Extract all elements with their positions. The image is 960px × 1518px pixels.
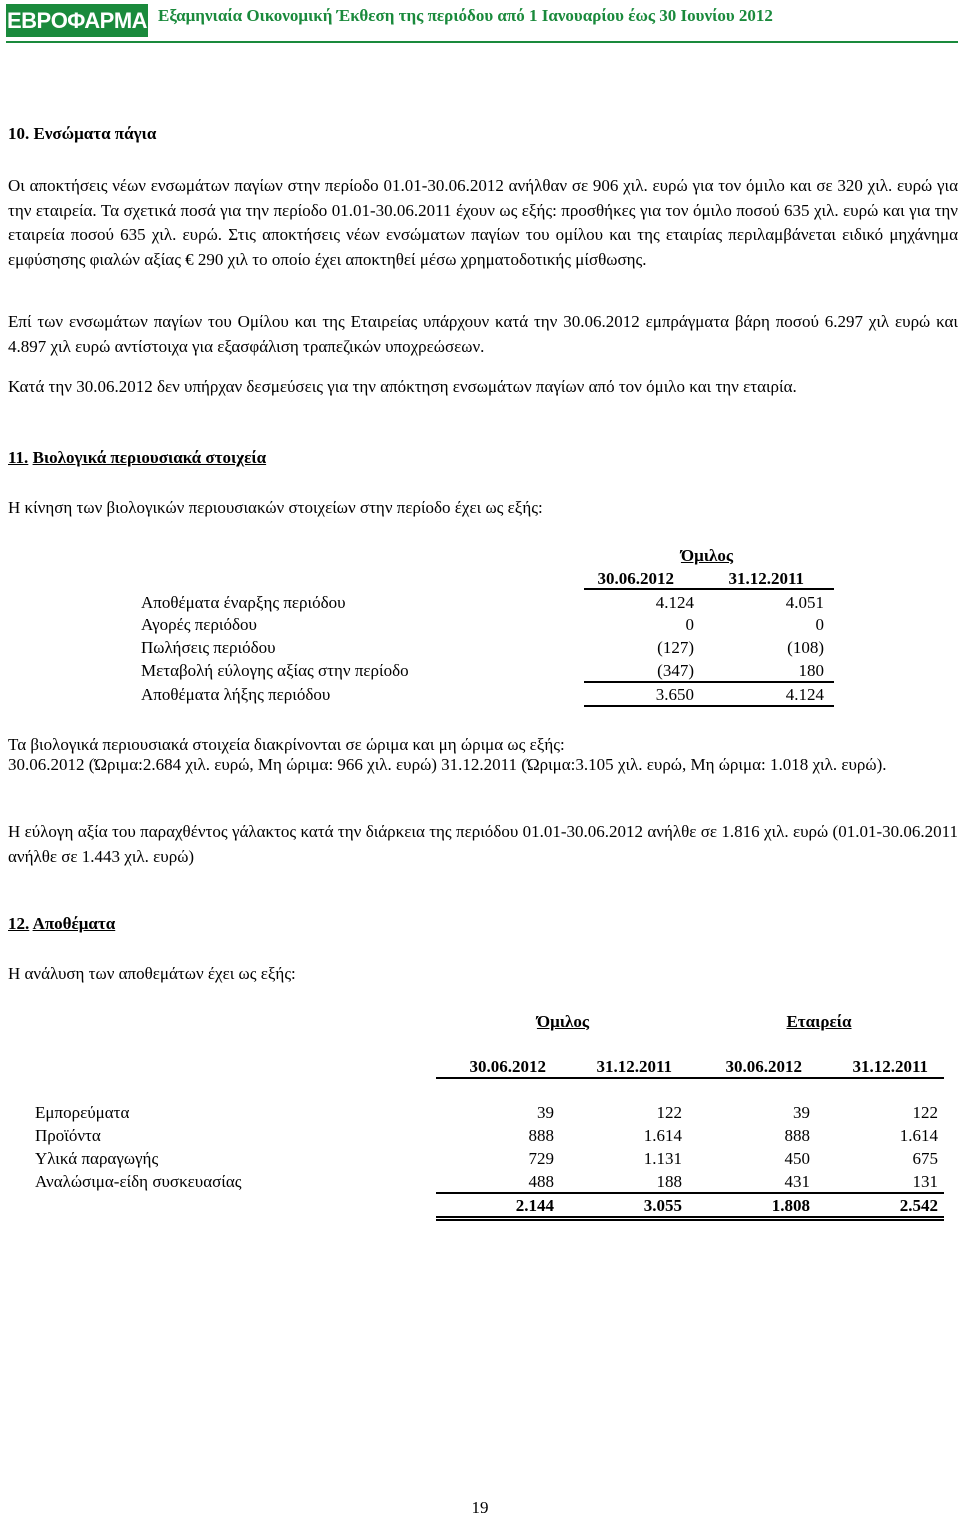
bio-row-value: (347) bbox=[657, 661, 694, 680]
inv-row-value: 39 bbox=[537, 1103, 554, 1122]
bio-row-value: 4.124 bbox=[785, 685, 824, 704]
bio-row-value: 0 bbox=[815, 615, 824, 634]
inv-group-2-header: Εταιρεία bbox=[786, 1012, 852, 1031]
bio-row-label: Μεταβολή εύλογης αξίας στην περίοδο bbox=[141, 661, 409, 680]
inv-row-value: 450 bbox=[784, 1149, 810, 1168]
inv-total-rule-2 bbox=[436, 1219, 944, 1221]
inv-row-value: 1.614 bbox=[899, 1126, 938, 1145]
inv-col-2: 31.12.2011 bbox=[596, 1057, 672, 1076]
inv-row-value: 488 bbox=[528, 1172, 554, 1191]
inv-col-3: 30.06.2012 bbox=[725, 1057, 802, 1076]
section-12-heading bbox=[8, 914, 115, 934]
bio-row-value: 4.051 bbox=[785, 593, 824, 612]
inv-col-1: 30.06.2012 bbox=[469, 1057, 546, 1076]
inv-row-value: 188 bbox=[656, 1172, 682, 1191]
bio-row-label: Αποθέματα έναρξης περιόδου bbox=[141, 593, 346, 612]
inv-col-4: 31.12.2011 bbox=[852, 1057, 928, 1076]
bio-header-rule bbox=[584, 588, 834, 590]
section-10-paragraph-2: Επί των ενσωμάτων παγίων του Ομίλου και της Εταιρείας υπάρχουν κατά την 30.06.2012 εμπράγματα βάρη ποσού 6.297 χιλ ευρώ και 4.897 χιλ ευρώ αντίστοιχα για εξασφάλιση τραπεζικών υποχρεώσεων. bbox=[8, 312, 958, 356]
bio-subtotal-rule bbox=[584, 681, 834, 683]
bio-row-value: 180 bbox=[798, 661, 824, 680]
inv-total-rule-1 bbox=[436, 1216, 944, 1218]
company-logo: ΕΒΡΟΦΑΡΜΑ bbox=[6, 4, 148, 37]
section-11-number: 11. bbox=[8, 448, 29, 467]
section-12-intro: Η ανάλυση των αποθεμάτων έχει ως εξής: bbox=[8, 964, 296, 983]
section-12-number: 12. bbox=[8, 914, 30, 933]
bio-row-value: (108) bbox=[787, 638, 824, 657]
bio-row-value: 3.650 bbox=[655, 685, 694, 704]
bio-row-value: 0 bbox=[685, 615, 694, 634]
section-11-paragraph-2: 30.06.2012 (Ώριμα:2.684 χιλ. ευρώ, Μη ώριμα: 966 χιλ. ευρώ) 31.12.2011 (Ώριμα:3.105 χιλ. ευρώ, Μη ώριμα: 1.018 χιλ. ευρώ). bbox=[8, 755, 887, 774]
section-11-intro: Η κίνηση των βιολογικών περιουσιακών στοιχείων στην περίοδο έχει ως εξής: bbox=[8, 498, 543, 517]
bio-row-label: Αγορές περιόδου bbox=[141, 615, 257, 634]
inv-row-value: 729 bbox=[528, 1149, 554, 1168]
section-10-paragraph-1: Οι αποκτήσεις νέων ενσωμάτων παγίων στην περίοδο 01.01-30.06.2012 ανήλθαν σε 906 χιλ. ευρώ για τον όμιλο και σε 320 χιλ. ευρώ για την εταιρεία. Τα σχετικά ποσά για την περίοδο 01.01-30.06.2011 έχουν ως εξής: προσθήκες για τον όμιλο ποσού 635 χιλ. ευρώ και για την εταιρεία ποσού 635 χιλ. ευρώ. Στις αποκτήσεις νέων ενσώματων παγίων του ομίλου και της εταιρίας περιλαμβάνεται ειδικό μηχάνημα εμφύσησης φιαλών αξίας € 290 χιλ το οποίο έχει αποκτηθεί μέσω χρηματοδοτικής μίσθωσης. bbox=[8, 176, 958, 269]
inv-row-value: 39 bbox=[793, 1103, 810, 1122]
inv-row-value: 122 bbox=[912, 1103, 938, 1122]
inv-total-value: 1.808 bbox=[771, 1196, 810, 1215]
inv-row-value: 675 bbox=[912, 1149, 938, 1168]
inv-total-value: 2.144 bbox=[515, 1196, 554, 1215]
section-12-title: Αποθέματα bbox=[32, 914, 116, 933]
page-number: 19 bbox=[471, 1498, 489, 1517]
header-divider bbox=[6, 41, 958, 43]
section-10-paragraph-3: Κατά την 30.06.2012 δεν υπήρχαν δεσμεύσεις για την απόκτηση ενσωμάτων παγίων από τον όμιλο και την εταιρία. bbox=[8, 377, 797, 396]
bio-total-rule bbox=[584, 705, 834, 707]
inv-total-value: 2.542 bbox=[899, 1196, 938, 1215]
page-header bbox=[0, 0, 960, 44]
inv-row-value: 122 bbox=[656, 1103, 682, 1122]
section-11-paragraph-1: Τα βιολογικά περιουσιακά στοιχεία διακρίνονται σε ώριμα και μη ώριμα ως εξής: bbox=[8, 735, 565, 754]
inv-row-label: Προϊόντα bbox=[35, 1126, 101, 1145]
section-11-title: Βιολογικά περιουσιακά στοιχεία bbox=[32, 448, 267, 467]
inv-row-value: 131 bbox=[912, 1172, 938, 1191]
section-11-heading bbox=[8, 448, 266, 468]
section-10-number: 10. bbox=[8, 124, 30, 143]
inv-row-value: 888 bbox=[528, 1126, 554, 1145]
section-11-paragraph-3: Η εύλογη αξία του παραχθέντος γάλακτος κατά την διάρκεια της περιόδου 01.01-30.06.2012 ανήλθε σε 1.816 χιλ. ευρώ (01.01-30.06.2011 ανήλθε σε 1.443 χιλ. ευρώ) bbox=[8, 822, 958, 866]
inv-row-value: 431 bbox=[784, 1172, 810, 1191]
inv-total-value: 3.055 bbox=[643, 1196, 682, 1215]
section-10-title: Ενσώματα πάγια bbox=[33, 124, 157, 143]
inv-row-label: Υλικά παραγωγής bbox=[35, 1149, 159, 1168]
inv-row-label: Αναλώσιμα-είδη συσκευασίας bbox=[35, 1172, 242, 1191]
bio-row-label: Αποθέματα λήξης περιόδου bbox=[141, 685, 331, 704]
bio-col-2: 31.12.2011 bbox=[728, 569, 804, 588]
inv-subtotal-rule bbox=[436, 1192, 944, 1194]
bio-row-value: 4.124 bbox=[655, 593, 694, 612]
inv-row-value: 888 bbox=[784, 1126, 810, 1145]
inv-group-1-header: Όμιλος bbox=[536, 1012, 590, 1031]
bio-group-header: Όμιλος bbox=[680, 546, 734, 565]
bio-row-value: (127) bbox=[657, 638, 694, 657]
inv-row-value: 1.131 bbox=[643, 1149, 682, 1168]
inv-header-rule bbox=[436, 1077, 944, 1079]
report-title: Εξαμηνιαία Οικονομική Έκθεση της περιόδου από 1 Ιανουαρίου έως 30 Ιουνίου 2012 bbox=[158, 6, 773, 25]
section-10-heading bbox=[8, 124, 156, 144]
inv-row-label: Εμπορεύματα bbox=[35, 1103, 130, 1122]
bio-row-label: Πωλήσεις περιόδου bbox=[141, 638, 276, 657]
inv-row-value: 1.614 bbox=[643, 1126, 682, 1145]
bio-col-1: 30.06.2012 bbox=[597, 569, 674, 588]
